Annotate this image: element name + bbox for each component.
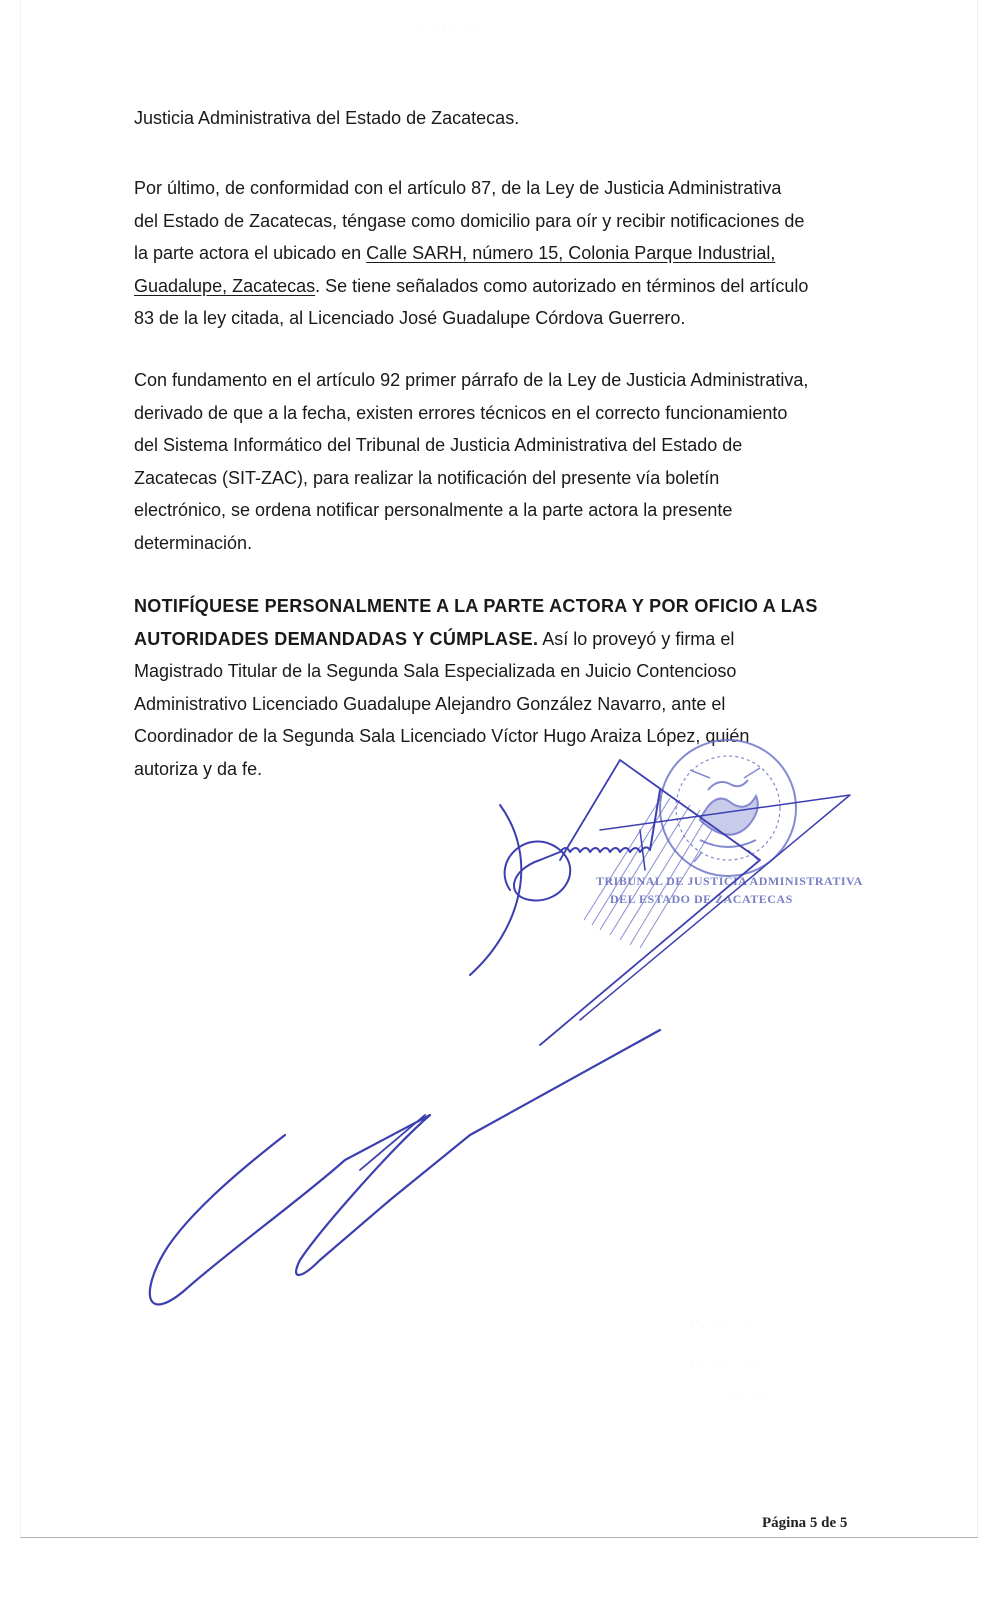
text-line: Administrativo Licenciado Guadalupe Alejandro González Navarro, ante el: [134, 693, 726, 714]
text-line: Con fundamento en el artículo 92 primer párrafo de la Ley de Justicia Administrativa,: [134, 370, 809, 390]
seal-text: TRIBUNAL DE JUSTICIA ADMINISTRATIVA: [596, 874, 863, 888]
address-underlined: Calle SARH, número 15, Colonia Parque Industrial,: [366, 243, 776, 263]
ghost-text: · · · · · · ·: [690, 1355, 762, 1369]
text-line: determinación.: [134, 532, 253, 553]
address-underlined: Guadalupe, Zacatecas: [134, 275, 316, 296]
page-number: Página 5 de 5: [762, 1515, 848, 1531]
signature-lower: [150, 1030, 660, 1304]
text-segment: Así lo proveyó y firma el: [538, 628, 735, 649]
text-line: del Sistema Informático del Tribunal de Justicia Administrativa del Estado de: [134, 435, 743, 455]
text-line-bold: NOTIFÍQUESE PERSONALMENTE A LA PARTE ACTORA Y POR OFICIO A LAS: [134, 596, 818, 616]
signature-upper: [505, 790, 660, 901]
seal-text: DEL ESTADO DE ZACATECAS: [610, 892, 793, 906]
text-line: Justicia Administrativa del Estado de Zacatecas.: [134, 108, 520, 128]
ghost-text: · · · ·: [730, 1385, 769, 1399]
text-line: Coordinador de la Segunda Sala Licenciado Víctor Hugo Araiza López, quién: [134, 726, 750, 746]
text-line: Por último, de conformidad con el artículo 87, de la Ley de Justicia Administrativa: [134, 178, 782, 198]
text-line: Magistrado Titular de la Segunda Sala Especializada en Juicio Contencioso: [134, 661, 737, 681]
text-line: derivado de que a la fecha, existen errores técnicos en el correcto funcionamiento: [134, 402, 788, 423]
ghost-text: · · · · · ·: [690, 1320, 751, 1334]
text-line: del Estado de Zacatecas, téngase como domicilio para oír y recibir notificaciones de: [134, 210, 805, 231]
page-bottom-rule: [20, 1537, 978, 1538]
text-segment: la parte actora el ubicado en: [134, 243, 367, 263]
ghost-text: · · · · · · ·: [420, 22, 492, 36]
text-line: Zacatecas (SIT-ZAC), para realizar la notificación del presente vía boletín: [134, 467, 720, 488]
text-line: 83 de la ley citada, al Licenciado José Guadalupe Córdova Guerrero.: [134, 308, 686, 328]
text-segment-bold: AUTORIDADES DEMANDADAS Y CÚMPLASE.: [134, 628, 539, 649]
text-line: electrónico, se ordena notificar personalmente a la parte actora la presente: [134, 500, 733, 520]
text-segment: . Se tiene señalados como autorizado en términos del artículo: [315, 275, 809, 296]
text-line: autoriza y da fe.: [134, 758, 263, 779]
